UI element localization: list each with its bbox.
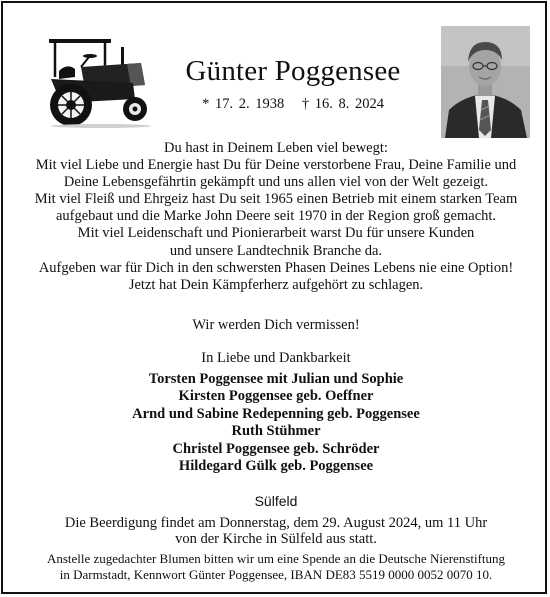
tribute-line: Du hast in Deinem Leben viel bewegt:	[164, 140, 388, 156]
tribute-line: Mit viel Liebe und Energie hast Du für Deine verstorbene Frau, Deine Familie und	[35, 157, 517, 174]
tribute-line: Deine Lebensgefährtin gekämpft und uns allen viel von der Welt gezeigt.	[63, 174, 489, 191]
funeral-info	[17, 516, 535, 547]
tribute-line: Aufgeben war für Dich in den schwersten Phasen Deines Lebens nie eine Option!	[38, 259, 514, 276]
mourner-name: Ruth Stühmer	[231, 423, 321, 440]
tribute-text	[17, 140, 535, 294]
mourner-name: Arnd und Sabine Redepenning geb. Poggensee	[132, 405, 420, 422]
love-line: In Liebe und Dankbarkeit	[201, 350, 351, 366]
donation-line: Anstelle zugedachter Blumen bitten wir um eine Spende an die Deutsche Nierenstiftung	[46, 551, 506, 566]
donation-line: in Darmstadt, Kennwort Günter Poggensee, IBAN DE83 5519 0000 0052 0070 10.	[59, 567, 493, 582]
tribute-line: Mit viel Fleiß und Ehrgeiz hast Du seit 1965 einen Betrieb mit einem starken Team	[34, 191, 518, 208]
tractor-icon	[41, 33, 153, 128]
mourner-name: Torsten Poggensee mit Julian und Sophie	[148, 371, 404, 387]
tribute-line: Jetzt hat Dein Kämpferherz aufgehört zu schlagen.	[128, 276, 424, 293]
mourner-name: Hildegard Gülk geb. Poggensee	[178, 458, 374, 475]
deceased-name: Günter Poggensee	[185, 55, 401, 87]
mourner-name: Kirsten Poggensee geb. Oeffner	[178, 388, 374, 405]
portrait-image	[441, 26, 530, 138]
donation-info	[17, 551, 535, 583]
tribute-line: Mit viel Leidenschaft und Pionierarbeit warst Du für unsere Kunden	[77, 225, 475, 242]
place-name: Sülfeld	[254, 493, 298, 509]
funeral-line: Die Beerdigung findet am Donnerstag, dem 29. August 2024, um 11 Uhr	[64, 515, 488, 531]
mourners-list	[17, 371, 535, 475]
death-date: † 16. 8. 2024	[301, 96, 384, 112]
farewell-line: Wir werden Dich vermissen!	[192, 317, 360, 333]
tribute-line: und unsere Landtechnik Branche da.	[169, 242, 383, 259]
portrait-photo	[441, 26, 530, 138]
life-dates	[153, 96, 433, 113]
birth-date: * 17. 2. 1938	[202, 96, 285, 112]
obituary-notice	[1, 1, 547, 594]
mourner-name: Christel Poggensee geb. Schröder	[172, 440, 380, 457]
tribute-line: aufgebaut und die Marke John Deere seit 1970 in der Region groß gemacht.	[55, 208, 497, 225]
funeral-line: von der Kirche in Sülfeld aus statt.	[175, 530, 377, 547]
